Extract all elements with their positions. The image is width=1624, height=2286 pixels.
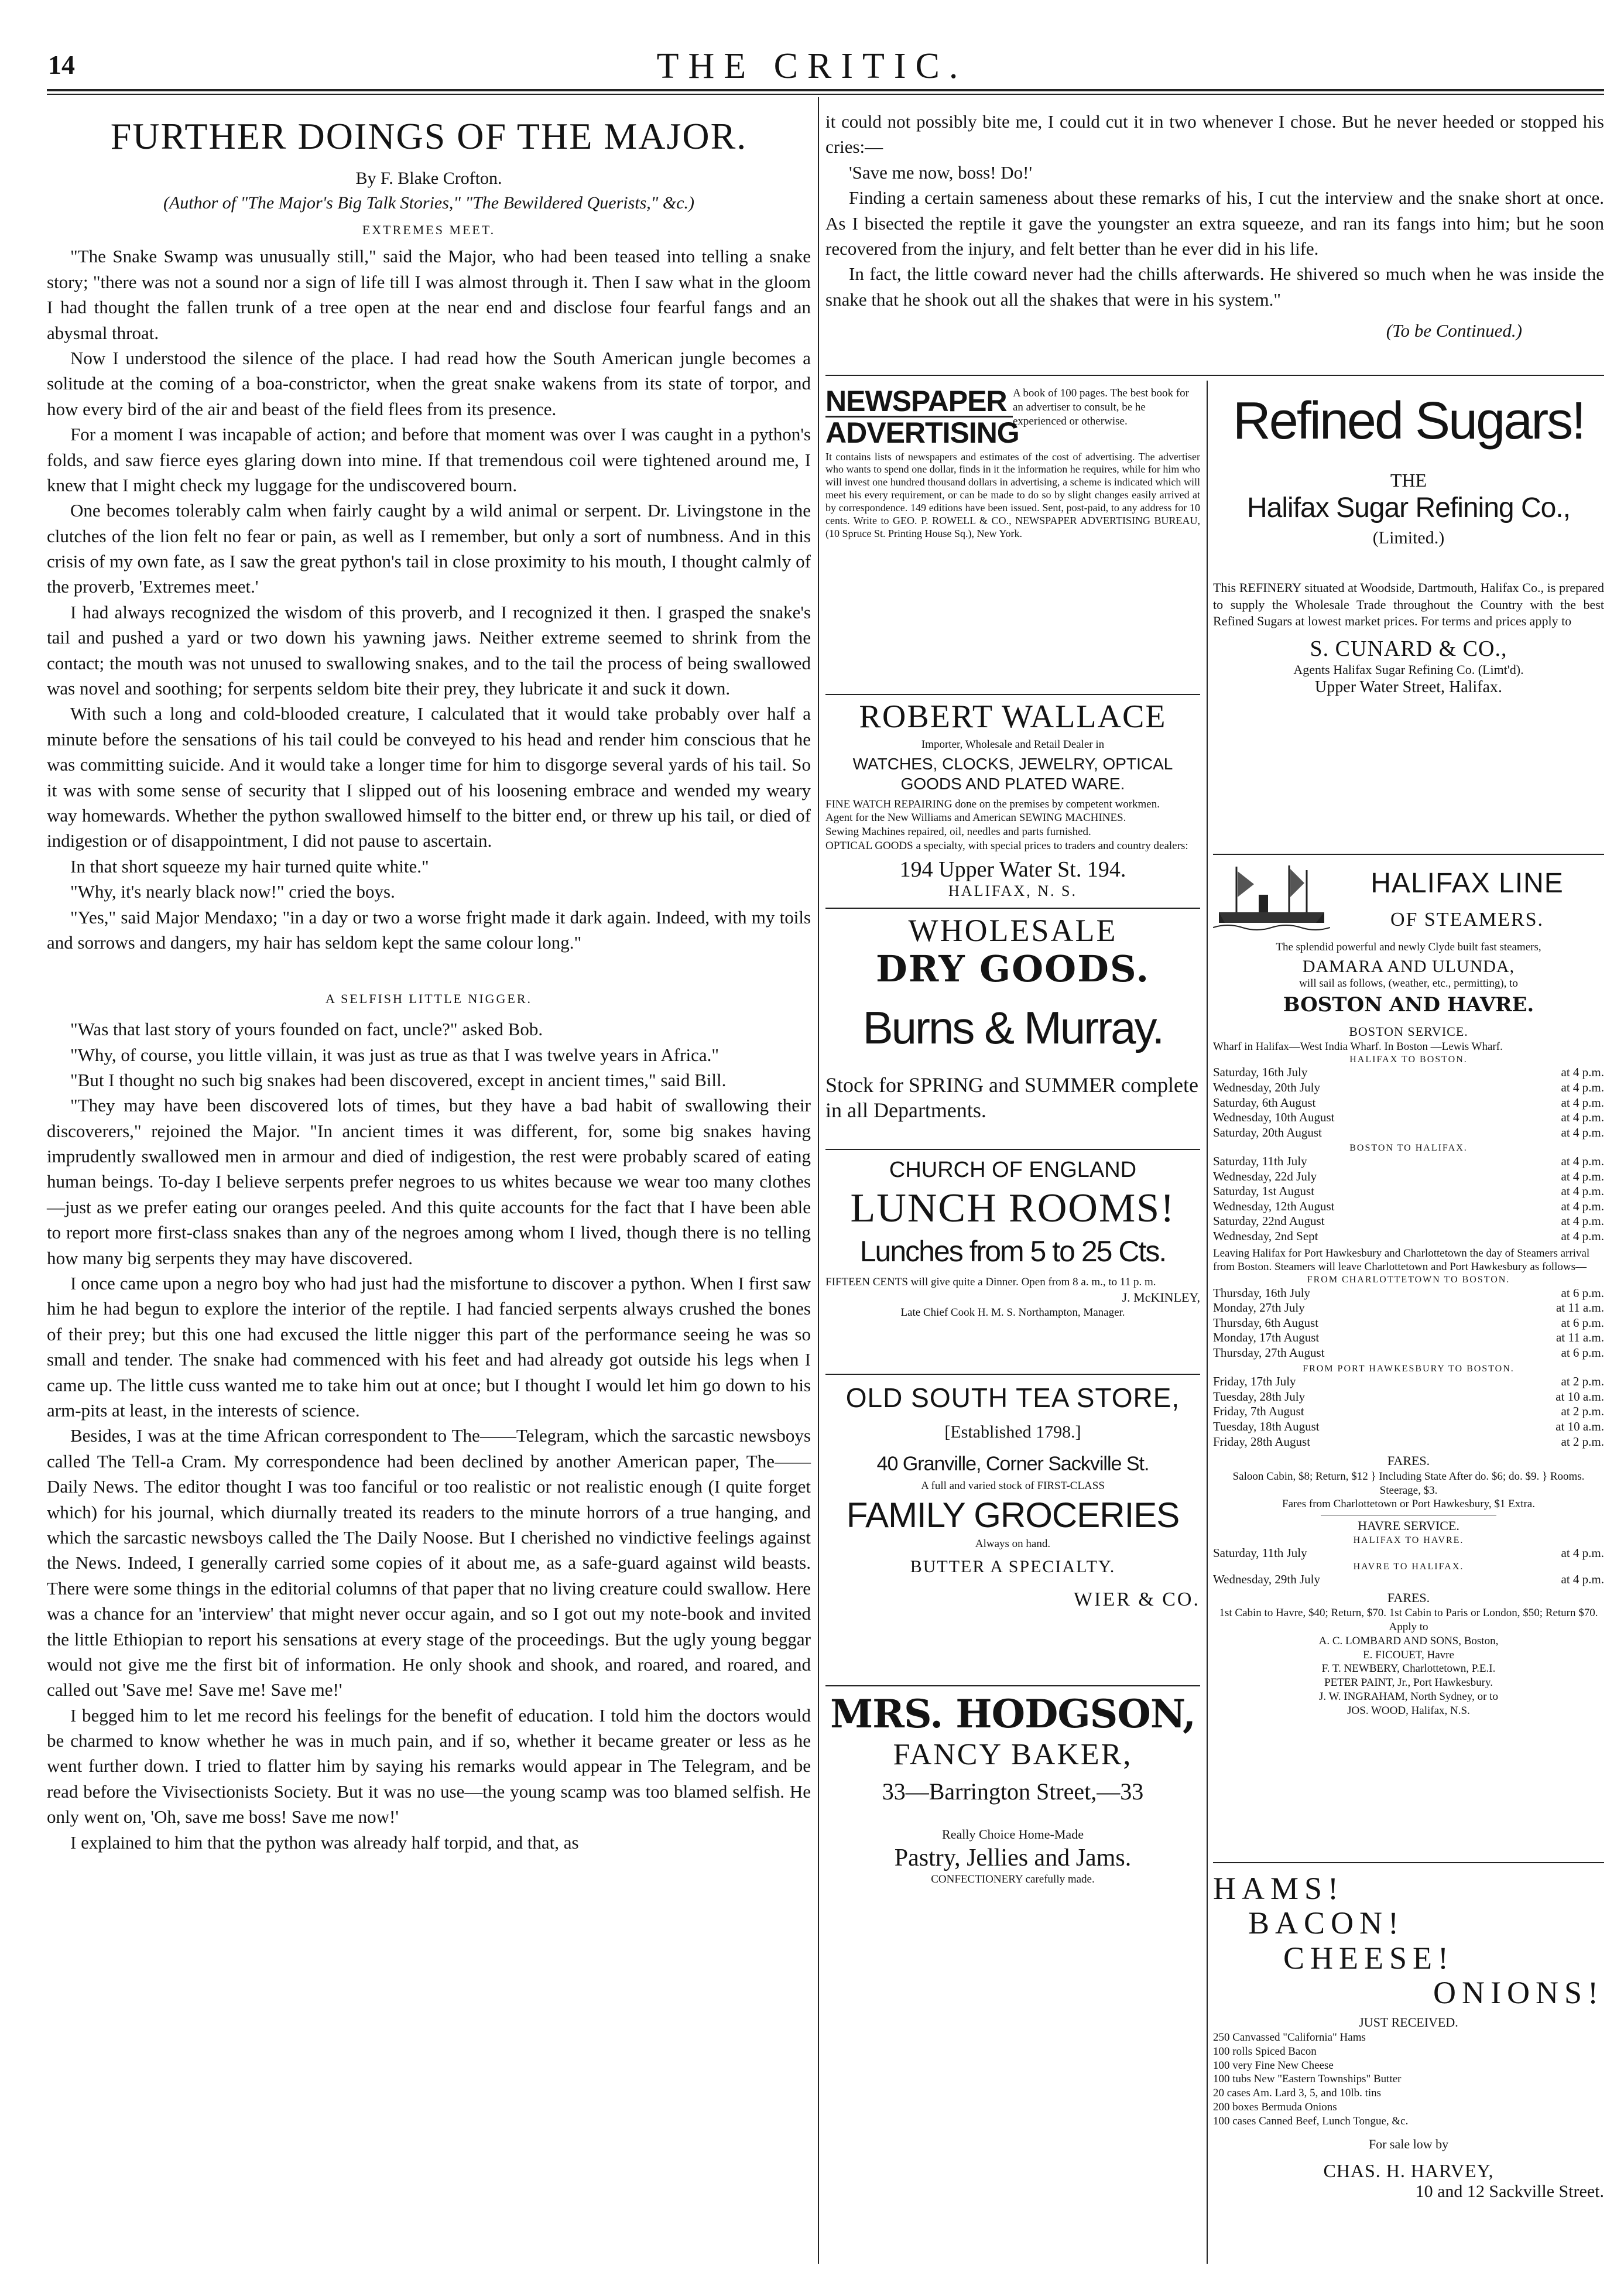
lunch-manager: Late Chief Cook H. M. S. Northampton, Manager. (900, 1306, 1125, 1319)
wallace-optical: OPTICAL GOODS a specialty, with special prices to traders and country dealers: (825, 839, 1188, 852)
paragraph: I begged him to let me record his feelings for the benefit of education. I told him the doctors would be charmed to know whether he was in much pain, and if so, whether it became greater or less as he went further down. I tried to flatter him by saying his remarks would appear in The Telegram, and be read before the Vivisectionists Society. But it was no use—the young scamp was too blamed selfish. He only went on, 'Oh, save me boss! Save me now!' (47, 1705, 811, 1828)
article-title: FURTHER DOINGS OF THE MAJOR. (110, 115, 748, 157)
hodgson-items: Pastry, Jellies and Jams. (894, 1844, 1132, 1871)
schedule-date: Friday, 7th August (1213, 1404, 1304, 1419)
article-continuation (825, 109, 1604, 344)
schedule-time: at 2 p.m. (1561, 1404, 1604, 1419)
steamers-wharf: Wharf in Halifax—West India Wharf. In Boston —Lewis Wharf. (1213, 1041, 1503, 1053)
schedule-time: at 2 p.m. (1561, 1434, 1604, 1449)
halifax-line-steamers-ad (1213, 855, 1604, 1862)
wallace-address: 194 Upper Water St. 194. (899, 857, 1126, 882)
wallace-city: HALIFAX, N. S. (948, 882, 1077, 899)
schedule-date: Tuesday, 18th August (1213, 1419, 1320, 1433)
dry-goods-heading: DRY GOODS. (875, 947, 1150, 991)
bacon-heading: BACON! (1248, 1905, 1405, 1941)
steamers-subheading: OF STEAMERS. (1390, 908, 1544, 930)
header-rule-thin (47, 94, 1604, 95)
newspaper-advertising-ad (825, 386, 1200, 694)
harvey-item: 100 rolls Spiced Bacon (1213, 2045, 1317, 2058)
refined-sugars-heading: Refined Sugars! (1232, 392, 1585, 450)
harvey-name: CHAS. H. HARVEY, (1323, 2160, 1494, 2181)
ad-divider (825, 1685, 1200, 1686)
schedule-date: Saturday, 11th July (1213, 1546, 1307, 1560)
fares-heading: FARES. (1387, 1453, 1430, 1469)
agent-line: JOS. WOOD, Halifax, N.S. (1347, 1704, 1470, 1717)
schedule-row (1213, 1110, 1604, 1125)
schedule-time: at 11 a.m. (1556, 1330, 1604, 1345)
steamers-destination: BOSTON AND HAVRE. (1283, 993, 1534, 1017)
burns-murray-stock: Stock for SPRING and SUMMER complete in all Departments. (825, 1073, 1198, 1123)
schedule-time: at 4 p.m. (1561, 1228, 1604, 1243)
sugar-agent-street: Upper Water Street, Halifax. (1315, 678, 1502, 697)
burns-murray-name: Burns & Murray. (862, 1001, 1163, 1053)
schedule-date: Wednesday, 12th August (1213, 1199, 1335, 1213)
hodgson-confectionery: CONFECTIONERY carefully made. (931, 1873, 1095, 1886)
newspaper-logo: NEWSPAPER (825, 386, 1013, 417)
wallace-goods: WATCHES, CLOCKS, JEWELRY, OPTICAL GOODS AND PLATED WARE. (852, 755, 1173, 793)
schedule-time: at 4 p.m. (1561, 1154, 1604, 1168)
harvey-item: 100 very Fine New Cheese (1213, 2059, 1334, 2072)
schedule-time: at 2 p.m. (1561, 1374, 1604, 1389)
schedule-row (1213, 1229, 1604, 1244)
agent-line: PETER PAINT, Jr., Port Hawkesbury. (1324, 1676, 1493, 1689)
schedule-heading: FROM CHARLOTTETOWN TO BOSTON. (1307, 1275, 1510, 1285)
column-divider (1207, 381, 1208, 2264)
onions-heading: ONIONS! (1433, 1975, 1604, 2011)
schedule-row (1213, 1169, 1604, 1185)
agent-line: J. W. INGRAHAM, North Sydney, or to (1319, 1690, 1498, 1703)
schedule-time: at 6 p.m. (1561, 1315, 1604, 1330)
agent-line: F. T. NEWBERY, Charlottetown, P.E.I. (1321, 1662, 1496, 1675)
schedule-date: Thursday, 6th August (1213, 1315, 1319, 1330)
schedule-time: at 10 a.m. (1556, 1389, 1604, 1404)
wier-co: WIER & CO. (1073, 1588, 1200, 1610)
old-south-tea-store-ad (825, 1375, 1200, 1685)
steamers-heading: HALIFAX LINE (1371, 868, 1564, 899)
boston-service-heading: BOSTON SERVICE. (1349, 1024, 1468, 1039)
hodgson-sub: Really Choice Home-Made (942, 1827, 1084, 1842)
newspaper-side-text: A book of 100 pages. The best book for an advertiser to consult, be he experienced or otherwise. (1013, 387, 1189, 427)
burns-murray-ad (825, 909, 1200, 1149)
schedule-row (1213, 1080, 1604, 1096)
wallace-name: ROBERT WALLACE (859, 699, 1167, 735)
schedule-date: Saturday, 11th July (1213, 1154, 1307, 1168)
paragraph: "The Snake Swamp was unusually still," said the Major, who had been teased into telling a snake story; "there was not a sound nor a sign of life till I was almost through it. Then I saw what in the gloom I had thought the fallen trunk of a tree open at the near end and disclose four fearful fangs and an abysmal throat. (47, 246, 811, 343)
schedule-row (1213, 1390, 1604, 1405)
fares-extra: Fares from Charlottetown or Port Hawkesbury, $1 Extra. (1282, 1498, 1535, 1511)
schedule-date: Saturday, 1st August (1213, 1184, 1315, 1199)
schedule-time: at 4 p.m. (1561, 1199, 1604, 1213)
lunch-note: FIFTEEN CENTS will give quite a Dinner. Open from 8 a. m., to 11 p. m. (825, 1276, 1156, 1289)
article-byline: By F. Blake Crofton. (355, 168, 502, 188)
paragraph: I had always recognized the wisdom of this proverb, and I recognized it then. I grasped the snake's tail and pushed a yard or two down his yawning jaws. Neither extreme seemed to shrink from the contact; the mouth was not unused to swallowing snakes, and to the tail the process of being swallowed was novel and soothing; for serpents seldom bite their prey, they lubricate it and suck it down. (47, 601, 811, 699)
paragraph: Finding a certain sameness about these remarks of his, I cut the interview and the snake short at once. As I bisected the reptile it gave the youngster an extra squeeze, and ran its fangs into him; but he soon recovered from the injury, and felt better than he ever did in his life. (825, 187, 1604, 259)
steamers-leaving-note: Leaving Halifax for Port Hawkesbury and Charlottetown the day of Steamers arrival from Boston. Steamers will leave Charlottetown and Port Hawkesbury as follows— (1213, 1247, 1590, 1274)
schedule-date: Wednesday, 20th July (1213, 1080, 1321, 1094)
schedule-row (1213, 1546, 1604, 1561)
newspaper-body: It contains lists of newspapers and estimates of the cost of advertising. The advertiser who wants to spend one dollar, finds in it the information he requires, while for him who will invest one hundred thousand dollars in advertising, a scheme is indicated which will meet his every requirement, or can be made to do so by slight changes easily arrived at by correspondence. 149 editions have been issued. Sent, post-paid, to any address for 10 cents. Write to GEO. P. ROWELL & CO., NEWSPAPER ADVERTISING BUREAU, (10 Spruce St. Printing House Sq.), New York. (825, 450, 1200, 540)
schedule-row (1213, 1374, 1604, 1390)
ad-divider (825, 908, 1200, 909)
schedule-time: at 4 p.m. (1561, 1110, 1604, 1125)
mrs-hodgson-ad (825, 1686, 1200, 1938)
paragraph: In that short squeeze my hair turned quite white." (70, 855, 429, 877)
schedule-time: at 4 p.m. (1561, 1065, 1604, 1080)
havre-service-heading: HAVRE SERVICE. (1358, 1518, 1459, 1534)
schedule-time: at 4 p.m. (1561, 1125, 1604, 1139)
ad-divider (1213, 854, 1604, 855)
schedule-row (1213, 1435, 1604, 1450)
schedule-row (1213, 1125, 1604, 1141)
harvey-item: 100 cases Canned Beef, Lunch Tongue, &c. (1213, 2114, 1409, 2127)
schedule-heading: FROM PORT HAWKESBURY TO BOSTON. (1303, 1363, 1515, 1374)
schedule-time: at 11 a.m. (1556, 1301, 1604, 1315)
schedule-havre (1213, 1535, 1604, 1587)
sugar-company: Halifax Sugar Refining Co., (1247, 492, 1570, 523)
paragraph: "They may have been discovered lots of times, but they have a bad habit of swallowing their discoverers," rejoined the Major. "In ancient times it was different, for, some big snakes having imprudently swallowed men in armour and died of indigestion, the rest were probably scared of eating human beings. To-day I believe serpents prefer negroes to us whites because we wear too many clothes—just as we prefer eating our oranges peeled. And this quite accounts for the fact that I have been able to report more first-class snakes than any of the negroes among whom I lived, though there is no telling how many big serpents they may have discovered. (47, 1095, 811, 1268)
lunch-rooms-ad (825, 1150, 1200, 1374)
apply-to: Apply to (1389, 1621, 1428, 1634)
ad-column-middle (825, 386, 1200, 1938)
schedule-row (1213, 1199, 1604, 1214)
schedule-row (1213, 1419, 1604, 1435)
schedule-date: Saturday, 16th July (1213, 1065, 1308, 1080)
paragraph: Now I understood the silence of the place. I had read how the South American jungle becomes a solitude at the coming of a boa-constrictor, when the great snake wakens from its state of torpor, and how every bird of the air and beast of the field flees from its presence. (47, 347, 811, 419)
paragraph: it could not possibly bite me, I could cut it in two whenever I chose. But he never heeded or stopped his cries:— (825, 111, 1604, 158)
schedule-row (1213, 1154, 1604, 1169)
paragraph: "Was that last story of yours founded on fact, uncle?" asked Bob. (70, 1019, 543, 1040)
wholesale-heading: WHOLESALE (908, 913, 1118, 948)
schedule-time: at 4 p.m. (1561, 1546, 1604, 1560)
wallace-sub: Importer, Wholesale and Retail Dealer in (921, 738, 1105, 751)
section-heading: A SELFISH LITTLE NIGGER. (325, 991, 533, 1007)
wallace-repairing: FINE WATCH REPAIRING done on the premises by competent workmen. (825, 798, 1160, 810)
schedule-row (1213, 1184, 1604, 1199)
harvey-item: 100 tubs New "Eastern Townships" Butter (1213, 2073, 1402, 2086)
schedule-date: Friday, 28th August (1213, 1434, 1311, 1449)
hodgson-trade: FANCY BAKER, (893, 1737, 1133, 1771)
schedule-date: Monday, 27th July (1213, 1301, 1305, 1315)
header-rule (47, 89, 1604, 91)
schedule-date: Friday, 17th July (1213, 1374, 1296, 1389)
tea-always: Always on hand. (975, 1537, 1051, 1550)
sugar-the: THE (1390, 469, 1427, 491)
havre-fares-heading: FARES. (1387, 1590, 1430, 1605)
steamers-intro: The splendid powerful and newly Clyde built fast steamers, (1276, 941, 1541, 953)
schedule-row (1213, 1301, 1604, 1316)
halifax-sugar-ad (1213, 386, 1604, 854)
paragraph: "But I thought no such big snakes had been discovered, except in ancient times," said Bill. (70, 1069, 727, 1090)
schedule-time: at 4 p.m. (1561, 1169, 1604, 1183)
steamers-ships: DAMARA AND ULUNDA, (1302, 956, 1515, 976)
advertising-logo: ADVERTISING (825, 416, 1019, 449)
schedule-row (1213, 1065, 1604, 1080)
lunch-rooms-heading: LUNCH ROOMS! (850, 1185, 1176, 1231)
schedule-time: at 6 p.m. (1561, 1285, 1604, 1300)
schedule-row (1213, 1214, 1604, 1229)
schedule-date: Saturday, 20th August (1213, 1125, 1322, 1139)
harvey-item: 200 boxes Bermuda Onions (1213, 2100, 1337, 2113)
harvey-item: 250 Canvassed "California" Hams (1213, 2031, 1366, 2044)
schedule-row (1213, 1346, 1604, 1361)
schedule-date: Wednesday, 2nd Sept (1213, 1228, 1318, 1243)
lunch-proprietor: J. McKINLEY, (1122, 1289, 1200, 1305)
schedule-time: at 6 p.m. (1561, 1346, 1604, 1360)
steamers-sail: will sail as follows, (weather, etc., permitting), to (1299, 977, 1518, 990)
paragraph: Besides, I was at the time African correspondent to The——Telegram, which the sarcastic newsboys called The Tell-a Cram. My correspondence had been declined by another American paper, The——Daily News. The editor thought I was too fanciful or too realistic or not realistic enough (I quite forget which) for his journal, which diurnally treated its readers to the minute horrors of a true hanging, and which the sarcastic newsboys called the The Daily Noose. But I cherished no vindictive feelings against the News. Indeed, I generally carried some copies of it about me, as a safe-guard against wild beasts. There were some things in the editorial columns of that paper that no living creature could swallow. Here was a chance for an 'interview' that might never occur again, and so I got out my note-book and invited the little Ethiopian to report his sensations at every stage of the proceedings. But the ugly young beggar would not give me the first bit of information. He only shook and shook, and roared, and roared, and called out 'Save me! Save me! Save me!' (47, 1425, 811, 1700)
lunch-prices: Lunches from 5 to 25 Cts. (859, 1234, 1166, 1268)
schedule-halifax-boston (1213, 1054, 1604, 1244)
column-divider (818, 97, 819, 2264)
ad-divider (825, 1149, 1200, 1150)
schedule-time: at 4 p.m. (1561, 1095, 1604, 1110)
paragraph: I once came upon a negro boy who had just had the misfortune to discover a python. When I first saw him he had begun to explore the interior of the reptile. I had fancied serpents always crushed the bones of their prey; but this one had excused the little nigger this part of the performance seeing he was so small and tender. The snake had commenced with his feet and had already got outside his legs when I came up. The little cuss wanted me to take him out at once; but I thought I would let him go down to his arm-pits at least, in the interests of science. (47, 1273, 811, 1421)
section-heading: EXTREMES MEET. (362, 222, 496, 237)
hams-heading: HAMS! (1213, 1871, 1345, 1906)
lunch-church: CHURCH OF ENGLAND (889, 1158, 1137, 1182)
paragraph: "Why, of course, you little villain, it was just as true as that I was twelve years in Africa." (70, 1044, 720, 1065)
schedule-row (1213, 1286, 1604, 1301)
family-groceries: FAMILY GROCERIES (846, 1495, 1180, 1535)
ad-divider (1213, 1862, 1604, 1863)
paragraph: In fact, the little coward never had the chills afterwards. He shivered so much when he was inside the snake that he shook out all the shakes that were in his system." (825, 263, 1604, 310)
schedule-date: Tuesday, 28th July (1213, 1389, 1306, 1404)
schedule-row (1213, 1572, 1604, 1587)
tea-established: [Established 1798.] (944, 1422, 1081, 1442)
article-column (47, 109, 811, 1855)
schedule-date: Wednesday, 22d July (1213, 1169, 1317, 1183)
schedule-time: at 4 p.m. (1561, 1184, 1604, 1199)
schedule-charlottetown (1213, 1274, 1604, 1449)
ad-column-right (1213, 386, 1604, 2223)
schedule-time: at 4 p.m. (1561, 1214, 1604, 1228)
tea-address: 40 Granville, Corner Sackville St. (876, 1453, 1149, 1476)
paragraph: With such a long and cold-blooded creature, I calculated that it would take probably over half a minute before the sensations of his tail could be conveyed to his head and render him conscious that he was committing suicide. And it would take a longer time for him to disgorge several yards of his tail. So it was with some sense of security that I slipped out of his loosening embrace and wended my weary way homewards. Whether the python swallowed himself to the bitter end, or threw up his tail, or died of indigestion or of disappointment, I did not pause to ascertain. (47, 703, 811, 851)
tea-store-name: OLD SOUTH TEA STORE, (845, 1382, 1180, 1413)
hodgson-address: 33—Barrington Street,—33 (882, 1778, 1144, 1805)
paragraph: "Yes," said Major Mendaxo; "in a day or two a worse fright made it dark again. Indeed, with my toils and sorrows and dangers, my hair has seldom kept the same colour long." (47, 906, 811, 953)
ad-divider (825, 694, 1200, 695)
schedule-date: Thursday, 27th August (1213, 1346, 1325, 1360)
schedule-time: at 4 p.m. (1561, 1572, 1604, 1587)
schedule-heading: HALIFAX TO HAVRE. (1353, 1535, 1464, 1545)
sugar-body: This REFINERY situated at Woodside, Dartmouth, Halifax Co., is prepared to supply the Wholesale Trade throughout the Country with the best Refined Sugars at lowest market prices. For terms and prices apply to (1213, 580, 1604, 629)
fares-boston: Saloon Cabin, $8; Return, $12 } Including State After do. $6; do. $9. } Rooms. Steerage, $3. (1232, 1470, 1585, 1497)
schedule-date: Saturday, 6th August (1213, 1095, 1316, 1110)
agent-line: E. FICOUET, Havre (1363, 1648, 1454, 1661)
butter-specialty: BUTTER A SPECIALTY. (910, 1556, 1116, 1576)
schedule-row (1213, 1330, 1604, 1346)
tea-stock: A full and varied stock of FIRST-CLASS (921, 1480, 1105, 1493)
paragraph: I explained to him that the python was already half torpid, and that, as (70, 1832, 579, 1853)
steamship-icon (1213, 861, 1330, 937)
wallace-sewing: Sewing Machines repaired, oil, needles and parts furnished. (825, 826, 1091, 839)
schedule-date: Wednesday, 29th July (1213, 1572, 1321, 1587)
schedule-time: at 10 a.m. (1556, 1419, 1604, 1433)
schedule-heading: HALIFAX TO BOSTON. (1349, 1054, 1468, 1065)
schedule-date: Saturday, 22nd August (1213, 1214, 1325, 1228)
just-received: JUST RECEIVED. (1359, 2014, 1458, 2030)
sugar-agent-note: Agents Halifax Sugar Refining Co. (Limt'd). (1293, 662, 1524, 677)
schedule-row (1213, 1096, 1604, 1111)
paragraph: One becomes tolerably calm when fairly caught by a wild animal or serpent. Dr. Livingstone in the clutches of the lion felt no fear or pain, as well as I remember, but only a sort of numbness. And in this crisis of my own fate, as I saw the great python's tail in close proximity to his mouth, I thought calmly of the proverb, 'Extremes meet.' (47, 500, 811, 597)
paragraph: For a moment I was incapable of action; and before that moment was over I was caught in a python's folds, and saw fierce eyes glaring down into mine. If that tremendous coil were tightened around me, I knew that I might check my luggage for the undiscovered bourn. (47, 424, 811, 495)
masthead: THE CRITIC. (656, 46, 968, 86)
schedule-row (1213, 1316, 1604, 1331)
article-author-note: (Author of "The Major's Big Talk Stories," "The Bewildered Querists," &c.) (163, 193, 695, 213)
harvey-address: 10 and 12 Sackville Street. (1415, 2182, 1604, 2201)
paragraph: "Why, it's nearly black now!" cried the boys. (70, 881, 395, 902)
chas-harvey-ad (1213, 1863, 1604, 2223)
page-number: 14 (48, 50, 75, 80)
agent-line: A. C. LOMBARD AND SONS, Boston, (1318, 1634, 1499, 1647)
schedule-date: Monday, 17th August (1213, 1330, 1320, 1345)
hodgson-name: MRS. HODGSON, (830, 1691, 1195, 1737)
to-be-continued: (To be Continued.) (1386, 320, 1522, 341)
ad-divider (825, 1374, 1200, 1375)
robert-wallace-ad (825, 695, 1200, 908)
schedule-row (1213, 1404, 1604, 1419)
harvey-sale: For sale low by (1368, 2137, 1449, 2152)
schedule-heading: HAVRE TO HALIFAX. (1353, 1561, 1464, 1572)
wallace-agent: Agent for the New Williams and American SEWING MACHINES. (825, 812, 1126, 824)
schedule-heading: BOSTON TO HALIFAX. (1349, 1143, 1468, 1154)
sugar-limited: (Limited.) (1372, 528, 1445, 548)
havre-fares: 1st Cabin to Havre, $40; Return, $70. 1st Cabin to Paris or London, $50; Return $70. (1219, 1607, 1598, 1620)
harvey-item: 20 cases Am. Lard 3, 5, and 10lb. tins (1213, 2087, 1382, 2100)
schedule-date: Thursday, 16th July (1213, 1285, 1311, 1300)
schedule-date: Wednesday, 10th August (1213, 1110, 1335, 1125)
schedule-time: at 4 p.m. (1561, 1080, 1604, 1094)
sugar-agent: S. CUNARD & CO., (1310, 636, 1507, 661)
ad-top-rule (825, 375, 1604, 376)
paragraph: 'Save me now, boss! Do!' (849, 162, 1033, 183)
cheese-heading: CHEESE! (1283, 1940, 1454, 1976)
